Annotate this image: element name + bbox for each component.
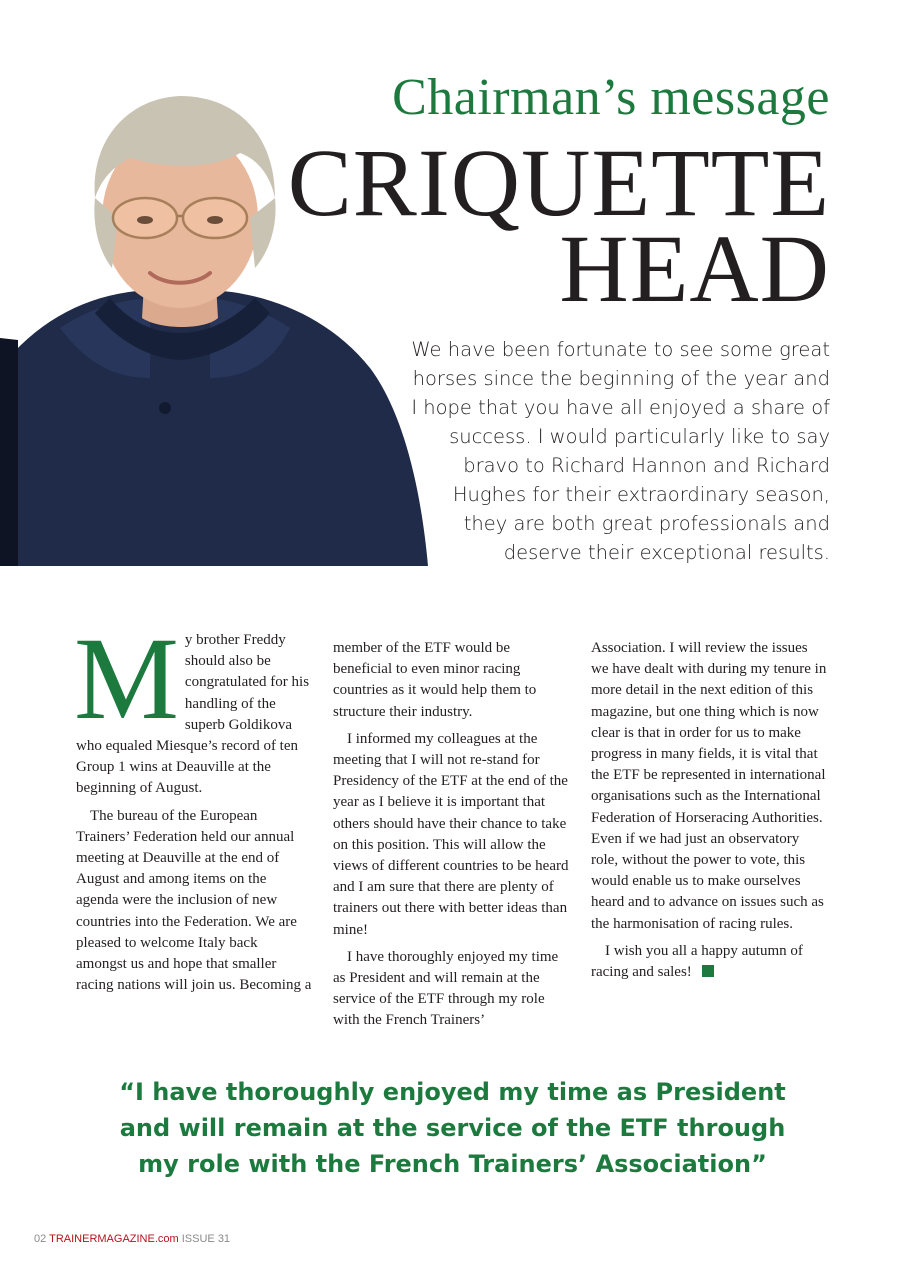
pull-quote [60,1074,845,1182]
pull-quote-line: “I have thoroughly enjoyed my time as President [119,1078,786,1106]
paragraph: Association. I will review the issues we have dealt with during my tenure in more detail in the next edition of this magazine, but one thing which is now clear is that in order for us to make progress in many fields, it is vital that the ETF be represented in international organisations such as the International Federation of Horseracing Authorities. Even if we had just an observatory role, without the power to vote, this would enable us to make ourselves heard and to advance on issues such as the harmonisation of racing rules. [591,640,827,932]
paragraph: My brother Freddy should also be congratulated for his handling of the superb Goldikova who equaled Miesque’s record of ten Group 1 wins at Deauville at the beginning of August. [74,613,310,797]
title-line-1: CRIQUETTE [287,129,830,236]
magazine-brand: TRAINERMAGAZINE [49,1233,155,1245]
column-3 [591,638,827,983]
column-2 [333,638,569,1032]
section-kicker: Chairman’s message [392,69,830,126]
column-1 [74,613,312,996]
magazine-domain: .com [154,1233,179,1245]
title-line-2: HEAD [559,215,830,322]
pull-quote-line: my role with the French Trainers’ Association” [138,1150,767,1178]
article-title [287,129,830,322]
article-body [74,613,831,1050]
paragraph: member of the ETF would be beneficial to even minor racing countries as it would help them to structure their industry. [333,640,537,720]
paragraph: I wish you all a happy autumn of racing and sales! [591,942,803,981]
paragraph: The bureau of the European Trainers’ Federation held our annual meeting at Deauville at the end of August and among items on the agenda were the inclusion of new countries into the Federation. We are pleased to welcome Italy back amongst us and hope that smaller racing nations will join us. Becoming a [76,807,312,994]
paragraph: I have thoroughly enjoyed my time as President and will remain at the service of the ETF through my role with the French Trainers’ [333,948,559,1029]
issue-label: ISSUE 31 [181,1233,231,1245]
pull-quote-line: and will remain at the service of the ETF through [119,1114,786,1142]
page-number: 02 [34,1233,47,1245]
intro-paragraph: We have been fortunate to see some great horses since the beginning of the year and I hope that you have all enjoyed a share of success. I would particularly like to say bravo to Richard Hannon and Richard Hughes for their extraordinary season, they are both great professionals and deserve their exceptional results. [411,338,830,564]
page-footer [34,1233,230,1245]
paragraph: I informed my colleagues at the meeting that I will not re-stand for Presidency of the ETF at the end of the year as I believe it is important that others should have their chance to take on this position. This will allow the views of different countries to be heard and I am sure that there are plenty of trainers out there with better ideas than mine! [333,730,569,938]
end-mark-icon [702,965,714,977]
drop-cap: M [74,613,179,744]
